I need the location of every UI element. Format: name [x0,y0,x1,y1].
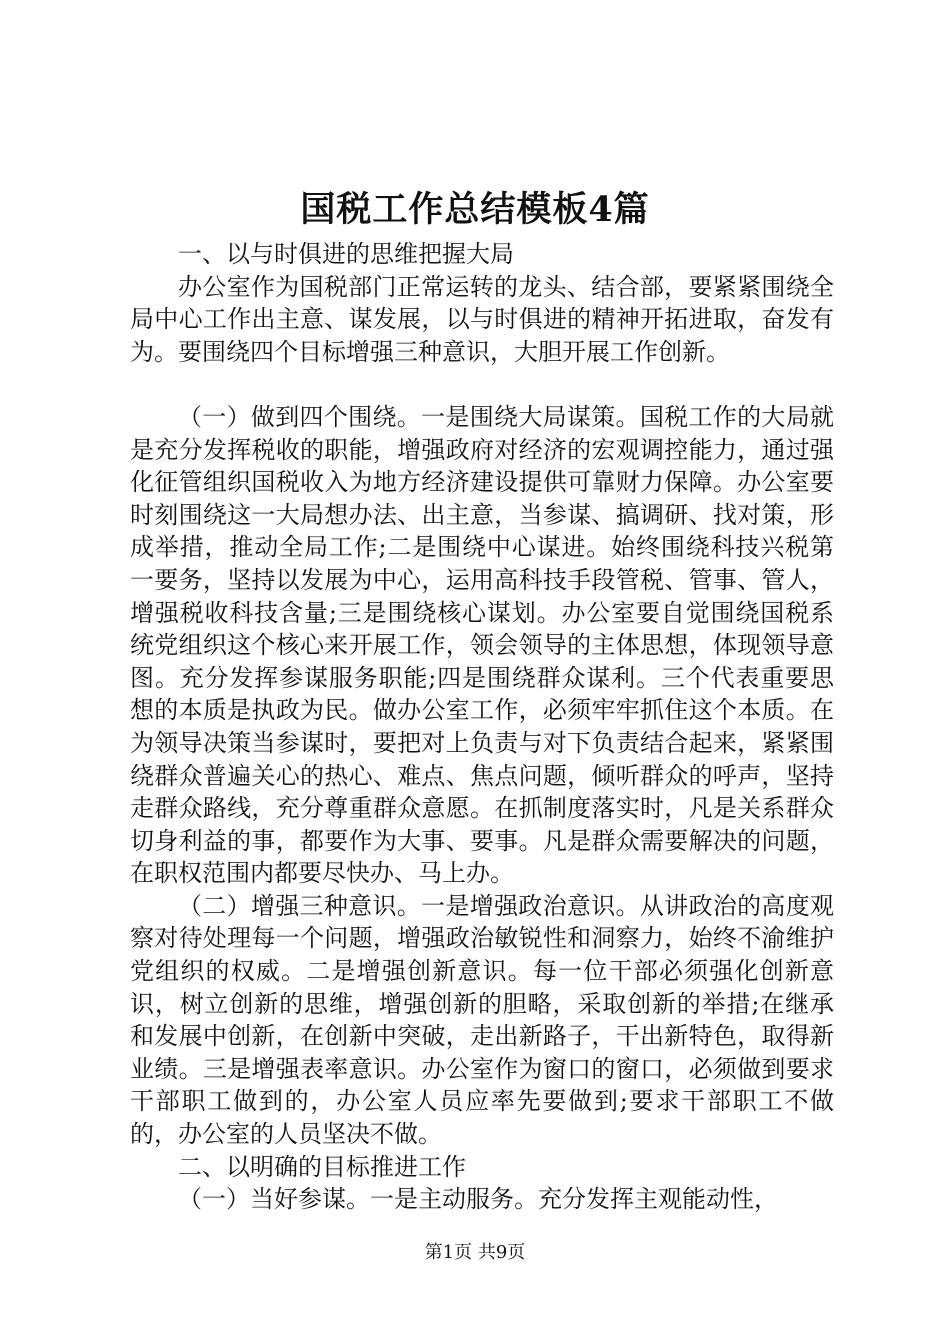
document-title: 国税工作总结模板4篇 [300,189,650,230]
section-heading-2: 二、以明确的目标推进工作 [178,1152,466,1181]
page-footer: 第1页 共9页 [424,1242,526,1263]
section-heading-1: 一、以与时俱进的思维把握大局 [178,240,514,268]
paragraph-four-focuses: （一）做到四个围绕。一是围绕大局谋策。国税工作的大局就是充分发挥税收的职能，增强政府对经济的宏观调控能力，通过强化征管组织国税收入为地方经济建设提供可靠财力保障。办公室要时刻围绕这一大局想办法、出主意，当参谋、搞调研、找对策，形成举措，推动全局工作;二是围绕中心谋进。始终围绕科技兴税第一要务，坚持以发展为中心，运用高科技手段管税、管事、管人，增强税收科技含量;三是围绕核心谋划。办公室要自觉围绕国税系统党组织这个核心来开展工作，领会领导的主体思想，体现领导意图。充分发挥参谋服务职能;四是围绕群众谋利。三个代表重要思想的本质是执政为民。做办公室工作，必须牢牢抓住这个本质。在为领导决策当参谋时，要把对上负责与对下负责结合起来，紧紧围绕群众普遍关心的热心、难点、焦点问题，倾听群众的呼声，坚持走群众路线，充分尊重群众意愿。在抓制度落实时，凡是关系群众切身利益的事，都要作为大事、要事。凡是群众需要解决的问题，在职权范围内都要尽快办、马上办。 [130,402,834,888]
paragraph-advisor: （一）当好参谋。一是主动服务。充分发挥主观能动性， [178,1185,778,1214]
document-body [130,238,834,1216]
paragraph-three-awareness: （二）增强三种意识。一是增强政治意识。从讲政治的高度观察对待处理每一个问题，增强政治敏锐性和洞察力，始终不渝维护党组织的权威。二是增强创新意识。每一位干部必须强化创新意识，树立创新的思维，增强创新的胆略，采取创新的举措;在继承和发展中创新，在创新中突破，走出新路子，干出新特色，取得新业绩。三是增强表率意识。办公室作为窗口的窗口，必须做到要求干部职工做到的，办公室人员应率先要做到;要求干部职工不做的，办公室的人员坚决不做。 [130,891,834,1149]
paragraph-intro: 办公室作为国税部门正常运转的龙头、结合部，要紧紧围绕全局中心工作出主意、谋发展，以与时俱进的精神开拓进取，奋发有为。要围绕四个目标增强三种意识，大胆开展工作创新。 [130,272,834,366]
